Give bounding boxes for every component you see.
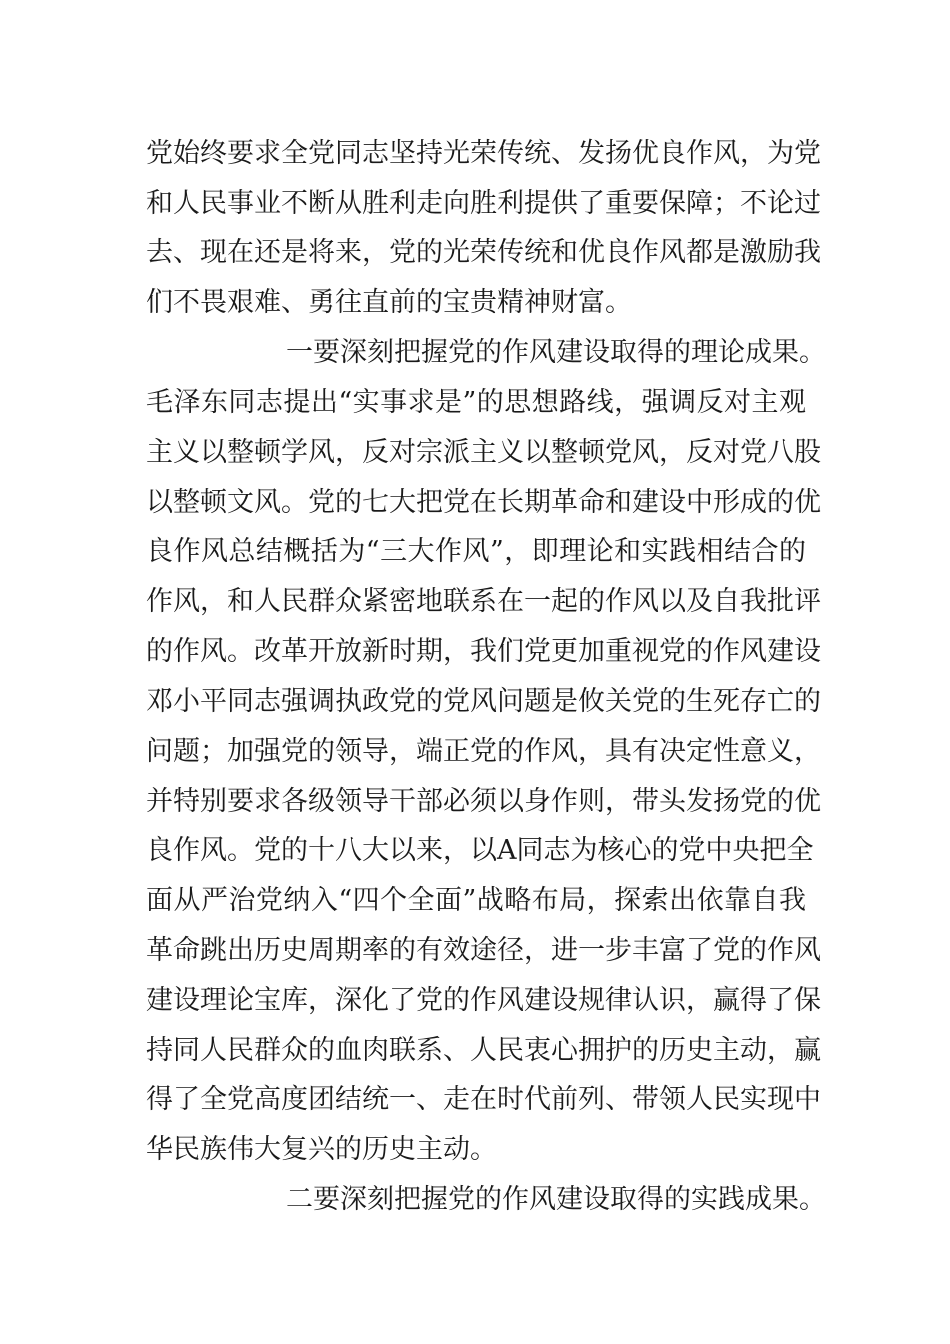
text-line: 去、现在还是将来，党的光荣传统和优良作风都是激励我 <box>146 237 821 268</box>
text-line: 和人民事业不断从胜利走向胜利提供了重要保障；不论过 <box>146 188 821 219</box>
text-line: 建设理论宝库，深化了党的作风建设规律认识，赢得了保 <box>146 985 821 1016</box>
section-heading-2: 二要深刻把握党的作风建设取得的实践成果。 <box>286 1184 826 1215</box>
text-line: 作风，和人民群众紧密地联系在一起的作风以及自我批评 <box>146 586 821 617</box>
text-line: 面从严治党纳入“四个全面”战略布局，探索出依靠自我 <box>146 885 806 916</box>
text-line: 毛泽东同志提出“实事求是”的思想路线，强调反对主观 <box>146 387 806 418</box>
text-line: 良作风总结概括为“三大作风”，即理论和实践相结合的 <box>146 536 806 567</box>
text-line: 华民族伟大复兴的历史主动。 <box>146 1134 497 1165</box>
text-line: 持同人民群众的血肉联系、人民衷心拥护的历史主动，赢 <box>146 1035 821 1066</box>
text-line: 主义以整顿学风，反对宗派主义以整顿党风，反对党八股 <box>146 437 821 468</box>
section-heading-1: 一要深刻把握党的作风建设取得的理论成果。 <box>286 337 826 368</box>
text-line: 问题；加强党的领导，端正党的作风，具有决定性意义， <box>146 736 821 767</box>
text-line: 并特别要求各级领导干部必须以身作则，带头发扬党的优 <box>146 786 821 817</box>
text-line: 们不畏艰难、勇往直前的宝贵精神财富。 <box>146 287 632 318</box>
text-line: 的作风。改革开放新时期，我们党更加重视党的作风建设 <box>146 636 821 667</box>
text-line: 得了全党高度团结统一、走在时代前列、带领人民实现中 <box>146 1084 821 1115</box>
text-line: 良作风。党的十八大以来，以A同志为核心的党中央把全 <box>146 835 814 866</box>
text-line: 党始终要求全党同志坚持光荣传统、发扬优良作风，为党 <box>146 138 821 169</box>
text-line: 革命跳出历史周期率的有效途径，进一步丰富了党的作风 <box>146 935 821 966</box>
text-line: 邓小平同志强调执政党的党风问题是攸关党的生死存亡的 <box>146 686 821 717</box>
text-line: 以整顿文风。党的七大把党在长期革命和建设中形成的优 <box>146 487 821 518</box>
